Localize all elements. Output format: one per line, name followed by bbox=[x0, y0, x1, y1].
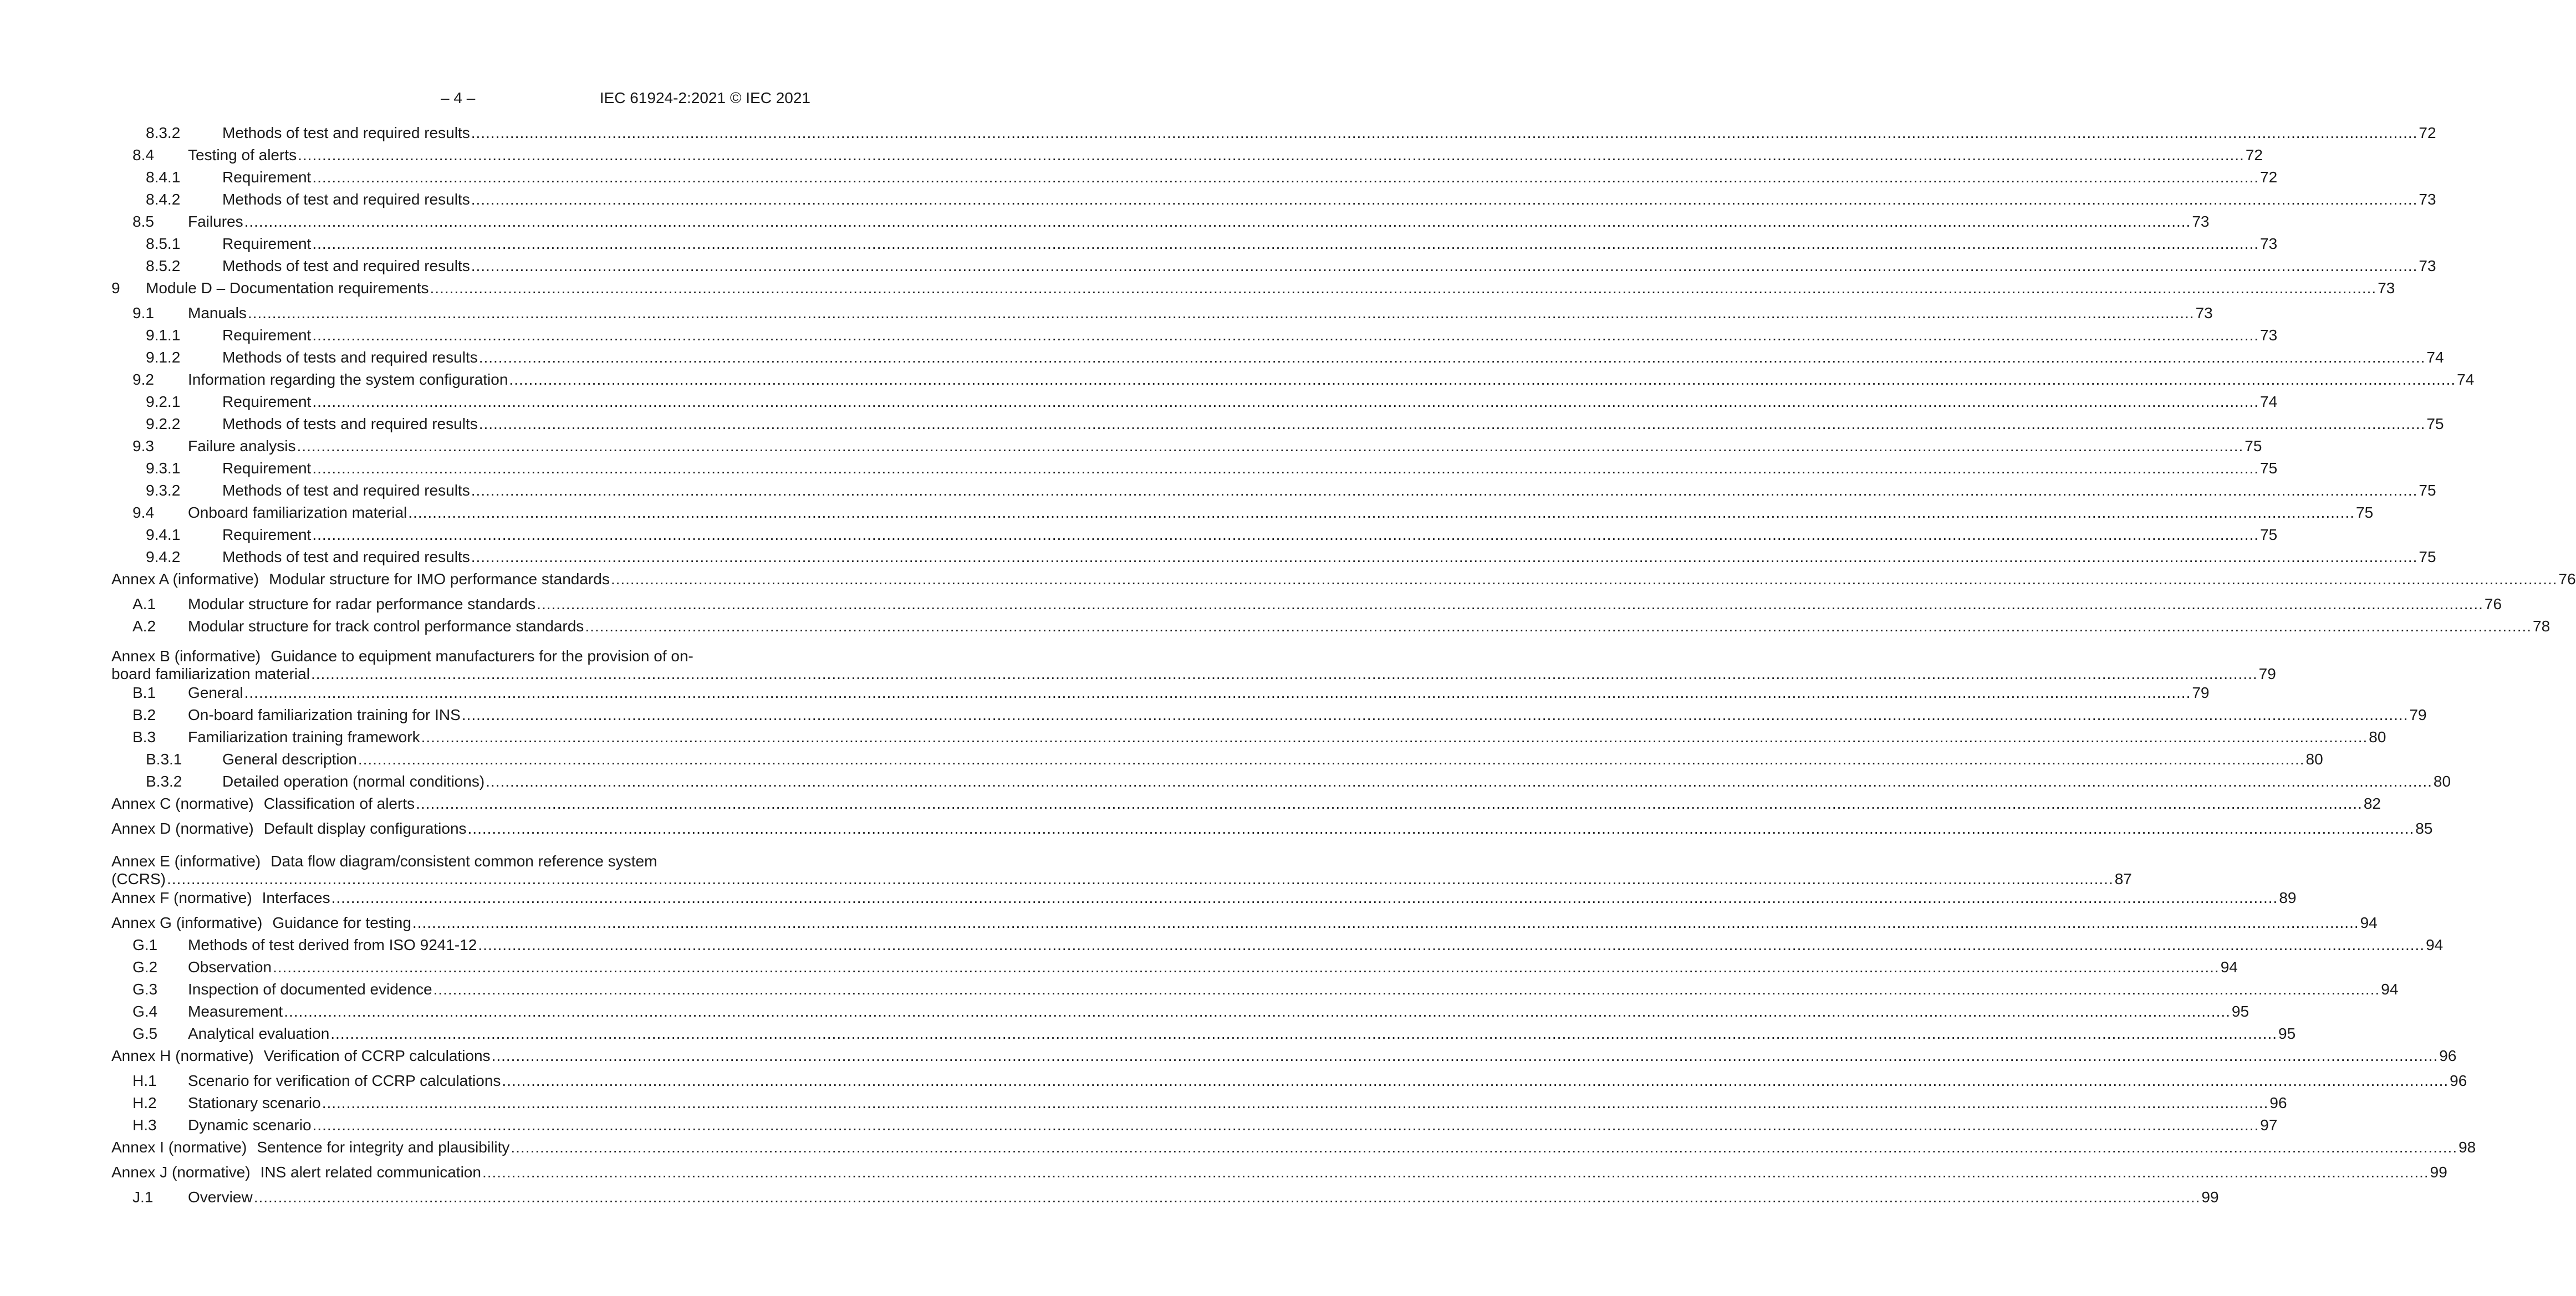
toc-entry-number: G.1 bbox=[132, 936, 158, 953]
toc-entry-number: Annex F (normative) bbox=[111, 889, 252, 906]
dot-leader: ................................................................................................................................................................................................................................................................................................................................................................................................................ bbox=[167, 870, 2114, 887]
toc-entry[interactable] bbox=[0, 683, 2210, 703]
toc-entry-title: Sentence for integrity and plausibility bbox=[257, 1139, 510, 1156]
dot-leader: ................................................................................................................................................................................................................................................................................................................................................................................................................ bbox=[247, 304, 2195, 322]
toc-entry-title: Methods of test and required results bbox=[222, 191, 470, 208]
toc-entry-page: 73 bbox=[2260, 326, 2278, 344]
toc-entry-page: 75 bbox=[2426, 415, 2444, 432]
toc-entry[interactable] bbox=[0, 1093, 2287, 1113]
toc-entry-number: 9.4 bbox=[132, 504, 154, 521]
toc-entry[interactable] bbox=[0, 481, 2436, 501]
toc-entry[interactable] bbox=[0, 547, 2436, 567]
toc-entry-page: 80 bbox=[2305, 751, 2323, 768]
toc-entry-title: Information regarding the system configuration bbox=[188, 371, 508, 388]
toc-entry-page: 75 bbox=[2260, 460, 2278, 477]
toc-entry[interactable] bbox=[0, 1071, 2467, 1091]
toc-entry-number: 8.5.2 bbox=[146, 257, 181, 274]
toc-entry-number: G.5 bbox=[132, 1025, 158, 1042]
toc-entry[interactable] bbox=[0, 957, 2238, 977]
toc-entry[interactable] bbox=[0, 569, 2576, 589]
toc-entry-number: G.2 bbox=[132, 958, 158, 976]
toc-entry-number: H.1 bbox=[132, 1072, 157, 1089]
toc-entry-title: Failures bbox=[188, 213, 243, 230]
toc-entry-number: G.3 bbox=[132, 981, 158, 998]
toc-entry[interactable] bbox=[0, 414, 2444, 434]
toc-entry-title: Guidance to equipment manufacturers for the provision of on- bbox=[271, 647, 693, 665]
toc-entry[interactable] bbox=[0, 913, 2378, 933]
dot-leader: ................................................................................................................................................................................................................................................................................................................................................................................................................ bbox=[461, 706, 2409, 723]
toc-entry-title: Methods of test derived from ISO 9241-12 bbox=[188, 936, 477, 953]
toc-entry-page: 82 bbox=[2363, 795, 2381, 812]
toc-entry-number: 9.3.1 bbox=[146, 460, 181, 477]
toc-entry-title: Analytical evaluation bbox=[188, 1025, 330, 1042]
toc-entry-page: 73 bbox=[2419, 257, 2436, 274]
toc-entry-title: Requirement bbox=[222, 326, 312, 344]
dot-leader: ................................................................................................................................................................................................................................................................................................................................................................................................................ bbox=[471, 124, 2418, 141]
dot-leader: ................................................................................................................................................................................................................................................................................................................................................................................................................ bbox=[412, 914, 2359, 931]
toc-entry-page: 72 bbox=[2260, 169, 2278, 186]
toc-entry[interactable] bbox=[0, 458, 2278, 478]
toc-entry-number: 9.1 bbox=[132, 304, 154, 322]
toc-entry-title: Interfaces bbox=[262, 889, 330, 906]
toc-entry-title: Modular structure for track control performance standards bbox=[188, 618, 584, 635]
toc-entry-title: Modular structure for radar performance standards bbox=[188, 595, 536, 613]
dot-leader: ................................................................................................................................................................................................................................................................................................................................................................................................................ bbox=[312, 393, 2259, 410]
toc-entry-page: 87 bbox=[2114, 870, 2132, 887]
dot-leader: ................................................................................................................................................................................................................................................................................................................................................................................................................ bbox=[312, 526, 2259, 543]
toc-entry-number: 9.4.2 bbox=[146, 548, 181, 565]
toc-entry-number: 9.4.1 bbox=[146, 526, 181, 543]
toc-entry-number: B.3.1 bbox=[146, 751, 182, 768]
toc-entry-number: 9.1.2 bbox=[146, 349, 181, 366]
toc-entry-page: 73 bbox=[2419, 191, 2436, 208]
toc-entry-number: 9.2.2 bbox=[146, 415, 181, 432]
toc-entry-title: Methods of test and required results bbox=[222, 257, 470, 274]
toc-entry[interactable] bbox=[0, 1115, 2278, 1135]
toc-entry[interactable] bbox=[111, 853, 2132, 888]
toc-entry-page: 80 bbox=[2433, 773, 2451, 790]
toc-entry-page: 75 bbox=[2419, 548, 2436, 565]
dot-leader: ................................................................................................................................................................................................................................................................................................................................................................................................................ bbox=[331, 889, 2278, 906]
toc-entry-number: Annex I (normative) bbox=[111, 1139, 247, 1156]
toc-entry[interactable] bbox=[0, 190, 2436, 210]
dot-leader: ................................................................................................................................................................................................................................................................................................................................................................................................................ bbox=[358, 751, 2305, 768]
toc-entry-title: Overview bbox=[188, 1188, 253, 1206]
toc-entry-number: 8.4 bbox=[132, 146, 154, 164]
toc-entry[interactable] bbox=[0, 616, 2551, 636]
dot-leader: ................................................................................................................................................................................................................................................................................................................................................................................................................ bbox=[330, 1025, 2277, 1042]
dot-leader: ................................................................................................................................................................................................................................................................................................................................................................................................................ bbox=[471, 191, 2418, 208]
dot-leader: ................................................................................................................................................................................................................................................................................................................................................................................................................ bbox=[502, 1072, 2449, 1089]
toc-entry-page: 89 bbox=[2279, 889, 2297, 906]
toc-entry[interactable] bbox=[0, 256, 2436, 276]
dot-leader: ................................................................................................................................................................................................................................................................................................................................................................................................................ bbox=[421, 728, 2368, 746]
toc-entry-number: 9.3.2 bbox=[146, 482, 181, 499]
toc-entry-title: Observation bbox=[188, 958, 272, 976]
toc-entry-page: 72 bbox=[2245, 146, 2263, 164]
toc-entry-title: Inspection of documented evidence bbox=[188, 981, 432, 998]
dot-leader: ................................................................................................................................................................................................................................................................................................................................................................................................................ bbox=[433, 981, 2380, 998]
dot-leader: ................................................................................................................................................................................................................................................................................................................................................................................................................ bbox=[322, 1094, 2269, 1111]
toc-entry-number: Annex G (informative) bbox=[111, 914, 263, 931]
toc-entry-page: 74 bbox=[2260, 393, 2278, 410]
toc-entry[interactable] bbox=[0, 1187, 2219, 1207]
page-number: – 4 – bbox=[441, 89, 476, 106]
dot-leader: ................................................................................................................................................................................................................................................................................................................................................................................................................ bbox=[471, 548, 2418, 565]
toc-entry-page: 74 bbox=[2426, 349, 2444, 366]
toc-entry[interactable] bbox=[0, 1162, 2447, 1182]
toc-entry-number: Annex J (normative) bbox=[111, 1164, 251, 1181]
toc-entry[interactable] bbox=[0, 749, 2323, 769]
toc-entry-page: 96 bbox=[2450, 1072, 2467, 1089]
dot-leader: ................................................................................................................................................................................................................................................................................................................................................................................................................ bbox=[511, 1139, 2458, 1156]
toc-entry-title: Familiarization training framework bbox=[188, 728, 420, 746]
dot-leader: ................................................................................................................................................................................................................................................................................................................................................................................................................ bbox=[312, 1116, 2259, 1134]
toc-entry-page: 75 bbox=[2356, 504, 2374, 521]
toc-entry-page: 78 bbox=[2533, 618, 2551, 635]
dot-leader: ................................................................................................................................................................................................................................................................................................................................................................................................................ bbox=[585, 618, 2532, 635]
dot-leader: ................................................................................................................................................................................................................................................................................................................................................................................................................ bbox=[312, 460, 2259, 477]
toc-entry-page: 94 bbox=[2426, 936, 2444, 953]
dot-leader: ................................................................................................................................................................................................................................................................................................................................................................................................................ bbox=[509, 371, 2456, 388]
toc-entry-title: On-board familiarization training for INS bbox=[188, 706, 461, 723]
toc-entry-number: A.2 bbox=[132, 618, 156, 635]
toc-entry-title: Data flow diagram/consistent common reference system bbox=[271, 853, 657, 870]
toc-entry-number: 9.1.1 bbox=[146, 326, 181, 344]
toc-entry-number: Annex C (normative) bbox=[111, 795, 254, 812]
toc-entry[interactable] bbox=[0, 348, 2444, 368]
toc-entry-number: 8.5.1 bbox=[146, 235, 181, 252]
toc-entry-page: 74 bbox=[2457, 371, 2475, 388]
toc-entry-number: A.1 bbox=[132, 595, 156, 613]
toc-entry-number: 9.2 bbox=[132, 371, 154, 388]
toc-entry-title: Requirement bbox=[222, 169, 312, 186]
toc-entry-page: 73 bbox=[2195, 304, 2213, 322]
toc-entry[interactable] bbox=[0, 370, 2475, 390]
dot-leader: ................................................................................................................................................................................................................................................................................................................................................................................................................ bbox=[312, 235, 2259, 252]
toc-entry[interactable] bbox=[0, 705, 2427, 725]
toc-entry-number: 9.2.1 bbox=[146, 393, 181, 410]
toc-entry-number: B.3 bbox=[132, 728, 156, 746]
toc-entry-title: Requirement bbox=[222, 235, 312, 252]
toc-entry-number: 9.3 bbox=[132, 437, 154, 455]
toc-entry[interactable] bbox=[0, 935, 2444, 955]
page-header bbox=[0, 89, 916, 111]
toc-entry-title: Module D – Documentation requirements bbox=[146, 279, 429, 297]
toc-entry-title: Methods of tests and required results bbox=[222, 349, 478, 366]
toc-entry-number: Annex E (informative) bbox=[111, 853, 261, 870]
toc-entry-page: 96 bbox=[2439, 1047, 2457, 1064]
toc-entry-page: 94 bbox=[2360, 914, 2378, 931]
toc-entry-page: 79 bbox=[2258, 665, 2276, 682]
toc-entry-title: Default display configurations bbox=[263, 820, 467, 837]
toc-entry-number: Annex A (informative) bbox=[111, 570, 259, 588]
toc-entry-title: Dynamic scenario bbox=[188, 1116, 312, 1134]
toc-entry-title: Measurement bbox=[188, 1003, 283, 1020]
toc-entry[interactable] bbox=[0, 392, 2278, 412]
toc-entry-title: Manuals bbox=[188, 304, 247, 322]
toc-entry-page: 95 bbox=[2231, 1003, 2249, 1020]
toc-entry-page: 85 bbox=[2415, 820, 2433, 837]
toc-entry-number: J.1 bbox=[132, 1188, 154, 1206]
document-reference: IEC 61924-2:2021 © IEC 2021 bbox=[599, 89, 810, 106]
dot-leader: ................................................................................................................................................................................................................................................................................................................................................................................................................ bbox=[284, 1003, 2231, 1020]
toc-entry-number: B.3.2 bbox=[146, 773, 182, 790]
dot-leader: ................................................................................................................................................................................................................................................................................................................................................................................................................ bbox=[272, 958, 2220, 976]
toc-entry-title: Methods of tests and required results bbox=[222, 415, 478, 432]
toc-entry-page: 73 bbox=[2192, 213, 2210, 230]
toc-entry-title: Requirement bbox=[222, 460, 312, 477]
toc-entry-page: 94 bbox=[2220, 958, 2238, 976]
toc-entry-page: 97 bbox=[2260, 1116, 2278, 1134]
toc-entry[interactable] bbox=[0, 594, 2502, 614]
toc-entry[interactable] bbox=[0, 167, 2278, 187]
toc-entry-page: 75 bbox=[2245, 437, 2262, 455]
toc-entry-title: Methods of test and required results bbox=[222, 124, 470, 141]
dot-leader: ................................................................................................................................................................................................................................................................................................................................................................................................................ bbox=[312, 326, 2259, 344]
toc-entry-page: 75 bbox=[2260, 526, 2278, 543]
dot-leader: ................................................................................................................................................................................................................................................................................................................................................................................................................ bbox=[408, 504, 2355, 521]
toc-entry[interactable] bbox=[0, 325, 2278, 345]
toc-entry[interactable] bbox=[0, 525, 2278, 545]
toc-entry-title: Failure analysis bbox=[188, 437, 296, 455]
toc-entry-page: 79 bbox=[2192, 684, 2210, 701]
dot-leader: ................................................................................................................................................................................................................................................................................................................................................................................................................ bbox=[482, 1164, 2429, 1181]
dot-leader: ................................................................................................................................................................................................................................................................................................................................................................................................................ bbox=[312, 169, 2259, 186]
toc-entry-page: 73 bbox=[2378, 279, 2395, 297]
toc-entry[interactable] bbox=[0, 303, 2213, 323]
toc-entry-number: 8.5 bbox=[132, 213, 154, 230]
toc-entry-title: Methods of test and required results bbox=[222, 548, 470, 565]
toc-entry[interactable] bbox=[0, 212, 2210, 232]
toc-entry-title: Verification of CCRP calculations bbox=[263, 1047, 491, 1064]
dot-leader: ................................................................................................................................................................................................................................................................................................................................................................................................................ bbox=[610, 570, 2558, 588]
toc-entry-page: 73 bbox=[2260, 235, 2278, 252]
toc-entry-number: 8.4.1 bbox=[146, 169, 181, 186]
dot-leader: ................................................................................................................................................................................................................................................................................................................................................................................................................ bbox=[253, 1188, 2201, 1206]
toc-entry[interactable] bbox=[0, 794, 2381, 814]
toc-entry[interactable] bbox=[0, 436, 2262, 456]
toc-entry-title: Scenario for verification of CCRP calculations bbox=[188, 1072, 501, 1089]
dot-leader: ................................................................................................................................................................................................................................................................................................................................................................................................................ bbox=[467, 820, 2415, 837]
dot-leader: ................................................................................................................................................................................................................................................................................................................................................................................................................ bbox=[491, 1047, 2439, 1064]
toc-entry[interactable] bbox=[0, 772, 2451, 792]
dot-leader: ................................................................................................................................................................................................................................................................................................................................................................................................................ bbox=[478, 349, 2426, 366]
toc-entry-number: H.3 bbox=[132, 1116, 157, 1134]
toc-entry-title: Modular structure for IMO performance standards bbox=[269, 570, 610, 588]
toc-entry-number: G.4 bbox=[132, 1003, 158, 1020]
toc-entry-title: Guidance for testing bbox=[272, 914, 411, 931]
toc-entry[interactable] bbox=[0, 234, 2278, 254]
toc-entry[interactable] bbox=[111, 647, 2276, 683]
toc-entry-title: Detailed operation (normal conditions) bbox=[222, 773, 485, 790]
toc-entry[interactable] bbox=[0, 503, 2374, 523]
toc-entry-page: 80 bbox=[2369, 728, 2386, 746]
toc-entry[interactable] bbox=[0, 1137, 2476, 1157]
toc-entry-number: B.2 bbox=[132, 706, 156, 723]
toc-entry[interactable] bbox=[0, 1002, 2249, 1022]
toc-entry-title: Methods of test and required results bbox=[222, 482, 470, 499]
toc-entry[interactable] bbox=[0, 727, 2386, 747]
toc-entry-title: Requirement bbox=[222, 393, 312, 410]
toc-entry-title-continued: (CCRS) bbox=[111, 870, 166, 887]
toc-entry-page: 75 bbox=[2419, 482, 2436, 499]
dot-leader: ................................................................................................................................................................................................................................................................................................................................................................................................................ bbox=[478, 415, 2426, 432]
toc-entry[interactable] bbox=[0, 1024, 2296, 1044]
toc-entry-page: 94 bbox=[2381, 981, 2399, 998]
toc-entry-number: H.2 bbox=[132, 1094, 157, 1111]
toc-entry-page: 79 bbox=[2409, 706, 2427, 723]
toc-entry[interactable] bbox=[0, 979, 2399, 999]
toc-entry-title: Requirement bbox=[222, 526, 312, 543]
dot-leader: ................................................................................................................................................................................................................................................................................................................................................................................................................ bbox=[478, 936, 2425, 953]
toc-entry-title: Testing of alerts bbox=[188, 146, 297, 164]
toc-entry-page: 72 bbox=[2419, 124, 2436, 141]
toc-entry-title: Stationary scenario bbox=[188, 1094, 321, 1111]
dot-leader: ................................................................................................................................................................................................................................................................................................................................................................................................................ bbox=[486, 773, 2432, 790]
dot-leader: ................................................................................................................................................................................................................................................................................................................................................................................................................ bbox=[471, 257, 2418, 274]
toc-entry-title: Onboard familiarization material bbox=[188, 504, 407, 521]
toc-entry-number: 8.4.2 bbox=[146, 191, 181, 208]
dot-leader: ................................................................................................................................................................................................................................................................................................................................................................................................................ bbox=[244, 213, 2191, 230]
toc-entry-page: 95 bbox=[2278, 1025, 2296, 1042]
toc-entry-page: 99 bbox=[2430, 1164, 2447, 1181]
toc-entry-page: 76 bbox=[2558, 570, 2576, 588]
toc-entry-number: Annex B (informative) bbox=[111, 647, 261, 665]
toc-entry[interactable] bbox=[0, 123, 2436, 143]
dot-leader: ................................................................................................................................................................................................................................................................................................................................................................................................................ bbox=[244, 684, 2191, 701]
toc-entry-number: 8.3.2 bbox=[146, 124, 181, 141]
toc-entry-title: INS alert related communication bbox=[260, 1164, 481, 1181]
toc-entry[interactable] bbox=[0, 278, 2395, 298]
toc-entry-page: 99 bbox=[2201, 1188, 2219, 1206]
dot-leader: ................................................................................................................................................................................................................................................................................................................................................................................................................ bbox=[310, 665, 2258, 682]
dot-leader: ................................................................................................................................................................................................................................................................................................................................................................................................................ bbox=[471, 482, 2418, 499]
toc-entry[interactable] bbox=[0, 819, 2433, 839]
toc-entry-title: General bbox=[188, 684, 243, 701]
toc-entry-number: B.1 bbox=[132, 684, 156, 701]
toc-entry-number: Annex H (normative) bbox=[111, 1047, 254, 1064]
dot-leader: ................................................................................................................................................................................................................................................................................................................................................................................................................ bbox=[297, 437, 2244, 455]
toc-entry-title: Classification of alerts bbox=[263, 795, 415, 812]
dot-leader: ................................................................................................................................................................................................................................................................................................................................................................................................................ bbox=[298, 146, 2245, 164]
toc-entry[interactable] bbox=[0, 1046, 2457, 1066]
dot-leader: ................................................................................................................................................................................................................................................................................................................................................................................................................ bbox=[416, 795, 2363, 812]
toc-entry-page: 76 bbox=[2484, 595, 2502, 613]
toc-entry-title: General description bbox=[222, 751, 357, 768]
toc-entry-number: 9 bbox=[111, 279, 120, 297]
dot-leader: ................................................................................................................................................................................................................................................................................................................................................................................................................ bbox=[537, 595, 2483, 613]
toc-entry-title-continued: board familiarization material bbox=[111, 665, 310, 682]
toc-entry[interactable] bbox=[0, 145, 2263, 165]
toc-entry-page: 98 bbox=[2458, 1139, 2476, 1156]
toc-entry-number: Annex D (normative) bbox=[111, 820, 254, 837]
toc-entry-page: 96 bbox=[2269, 1094, 2287, 1111]
dot-leader: ................................................................................................................................................................................................................................................................................................................................................................................................................ bbox=[430, 279, 2377, 297]
toc-entry[interactable] bbox=[0, 888, 2297, 908]
